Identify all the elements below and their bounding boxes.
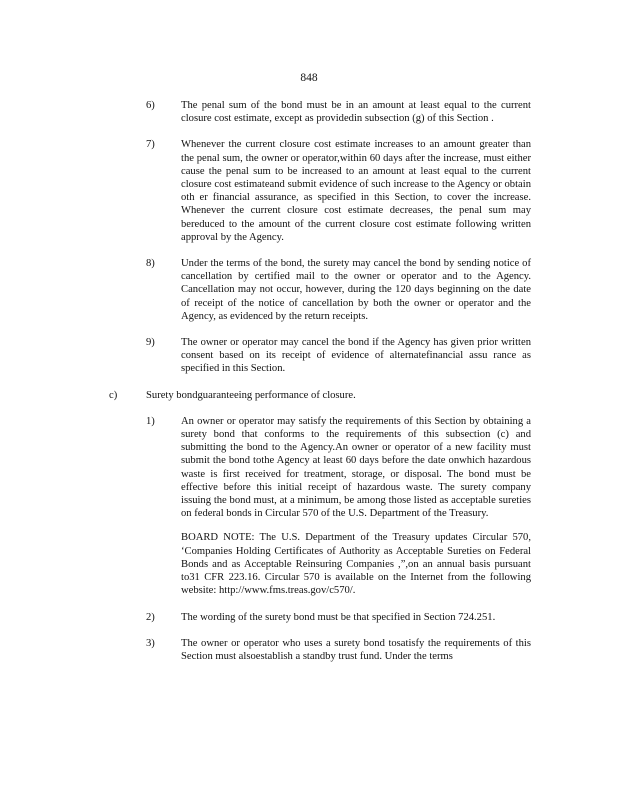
paragraph-text: The penal sum of the bond must be in an amount at least equal to the current closure cost estimate, except as providedin subsection (g) of this Section . <box>181 100 531 125</box>
subsection-c-heading <box>0 389 618 402</box>
paragraph-6 <box>0 99 618 125</box>
paragraph-text: Under the terms of the bond, the surety may cancel the bond by sending notice of cancellation by certified mail to the owner or operator and to the Agency. Cancellation may not occur, however, during the 120 days beginning on the date of receipt of the notice of cancellation by both the owner or operator and the Agency, as evidenced by the return receipts. <box>181 258 531 322</box>
paragraph-text: The wording of the surety bond must be that specified in Section 724.251. <box>181 611 496 623</box>
paragraph-marker: 8) <box>146 258 155 270</box>
paragraph-marker: 7) <box>146 139 155 151</box>
paragraph-c3 <box>0 637 618 663</box>
board-note <box>0 531 618 597</box>
paragraph-marker: 2) <box>146 611 155 623</box>
paragraph-text: The owner or operator may cancel the bond if the Agency has given prior written consent based on its receipt of evidence of alternatefinancial assu rance as specified in this Section. <box>181 337 531 375</box>
paragraph-marker: 9) <box>146 337 155 349</box>
paragraph-text: The owner or operator who uses a surety bond tosatisfy the requirements of this Section must alsoestablish a standby trust fund. Under the terms <box>181 637 531 662</box>
subsection-marker: c) <box>109 389 118 401</box>
paragraph-8 <box>0 257 618 323</box>
paragraph-text: Whenever the current closure cost estimate increases to an amount greater than the penal sum, the owner or operator,within 60 days after the increase, must either cause the penal sum to be increased to an amount at least equal to the current closure cost estimateand submit evidence of such increase to the Agency or obtain oth er financial assurance, as specified in this Section, to cover the increase. Whenever the current closure cost estimate decreases, the penal sum may bereduced to the amount of the current closure cost estimate following written approval by the Agency. <box>181 139 531 243</box>
page-number: 848 <box>300 72 318 84</box>
paragraph-marker: 6) <box>146 100 155 111</box>
paragraph-text: An owner or operator may satisfy the requirements of this Section by obtaining a surety bond that conforms to the requirements of this subsection (c) and submitting the bond to the Agency.An owner or operator of a new facility must submit the bond tothe Agency at least 60 days before the date onwhich hazardous waste is first received for treatment, storage, or disposal. The bond must be effective before this initial receipt of hazardous waste. The surety company issuing the bond must, at a minimum, be among those listed as acceptable sureties on federal bonds in Circular 570 of the U.S. Department of the Treasury. <box>181 415 531 520</box>
paragraph-marker: 1) <box>146 415 155 427</box>
paragraph-c1 <box>0 415 618 521</box>
subsection-title: Surety bondguaranteeing performance of closure. <box>146 389 356 401</box>
paragraph-7 <box>0 138 618 244</box>
paragraph-c2 <box>0 611 618 624</box>
paragraph-marker: 3) <box>146 637 155 649</box>
document-body <box>0 99 618 676</box>
paragraph-9 <box>0 336 618 376</box>
board-note-text: BOARD NOTE: The U.S. Department of the Treasury updates Circular 570, ‘Companies Holding Certificates of Authority as Acceptable Sureties on Federal Bonds and as Acceptable Reinsuring Companies ,”,on an annual basis pursuant to31 CFR 223.16. Circular 570 is available on the Internet from the following website: http://www.fms.treas.gov/c570/. <box>181 532 531 597</box>
